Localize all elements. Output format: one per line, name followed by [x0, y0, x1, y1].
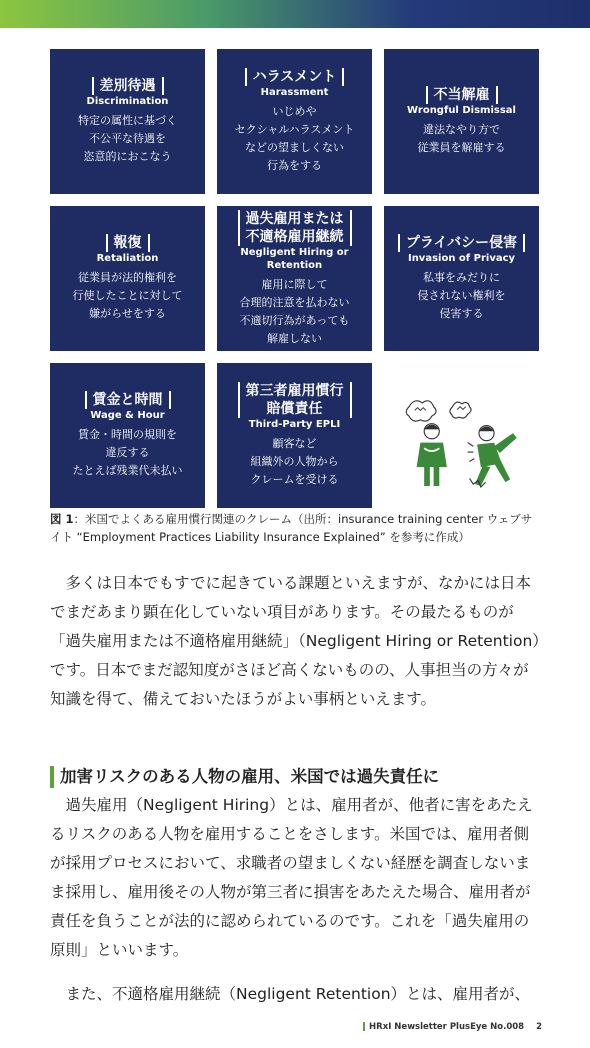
caption-text: ：米国でよくある雇用慣行関連のクレーム（出所：insurance training center ウェブサイト “Employment Practices Liability Insurance Explained” を参考に作成）	[50, 512, 533, 544]
card-subtitle: Retaliation	[96, 253, 159, 264]
desc-line: セクシャルハラスメント	[234, 123, 355, 136]
desc-line: 合理的注意を払わない	[239, 295, 350, 309]
desc-line: 私事をみだりに	[423, 271, 500, 284]
card-subtitle: Negligent Hiring or Retention	[240, 246, 349, 271]
card-desc	[78, 112, 177, 166]
desc-line: 従業員を解雇する	[417, 141, 506, 154]
card-desc	[240, 276, 350, 348]
card-title: 差別待遇	[92, 77, 164, 95]
top-gradient-bar	[0, 0, 590, 28]
card-wrongful-dismissal	[384, 49, 539, 194]
body-paragraph-1: 多くは日本でもすでに起きている課題といえますが、なかには日本でまだあまり顕在化していない項目があります。その最たるものが「過失雇用または不適格雇用継続」（Negligent Hiring or Retention）です。日本でまだ認知度がさほど高くないものの、人事担当の方々が知識を得て、備えておいたほうがよい事柄といえます。	[50, 574, 541, 708]
card-subtitle: Wage & Hour	[90, 410, 165, 421]
desc-line: 行使したことに対して	[72, 289, 183, 302]
desc-line: 従業員が法的権利を	[78, 271, 177, 284]
card-title: 第三者雇用慣行 賠償責任	[238, 382, 352, 418]
caption-label: 図 1	[50, 512, 74, 526]
desc-line: 賃金・時間の規則を	[78, 428, 177, 441]
desc-line: 雇用に際して	[261, 277, 328, 291]
card-subtitle: Invasion of Privacy	[407, 253, 516, 264]
desc-line: 特定の属性に基づく	[78, 114, 177, 127]
card-subtitle: Discrimination	[86, 96, 169, 107]
card-harassment	[217, 49, 372, 194]
desc-line: いじめや	[272, 105, 317, 118]
body-paragraph-3: また、不適格雇用継続（Negligent Retention）とは、雇用者が、	[50, 985, 531, 1003]
desc-line: たとえば残業代未払い	[72, 464, 183, 477]
desc-line: 顧客など	[272, 437, 317, 450]
card-title: 過失雇用または 不適格雇用継続	[238, 210, 352, 246]
card-desc	[251, 435, 339, 489]
footer-publication: HRxI Newsletter PlusEye No.008	[369, 1022, 525, 1032]
section-heading: 加害リスクのある人物の雇用、米国では過失責任に	[50, 766, 542, 788]
page-footer	[363, 1022, 542, 1032]
desc-line: 不公平な待遇を	[89, 132, 166, 145]
card-discrimination	[50, 49, 205, 194]
card-desc	[235, 103, 355, 175]
desc-line: 不適切行為があっても	[239, 313, 350, 327]
conflict-illustration-icon	[384, 367, 539, 504]
desc-line: 違反する	[105, 446, 150, 459]
footer-accent-bar	[363, 1022, 365, 1031]
desc-line: クレームを受ける	[250, 473, 339, 486]
desc-line: 組織外の人物から	[250, 455, 339, 468]
card-desc	[418, 121, 506, 157]
card-title: ハラスメント	[245, 68, 345, 86]
card-desc	[418, 269, 506, 323]
desc-line: 恣意的におこなう	[83, 150, 172, 163]
desc-line: 行為をする	[267, 159, 322, 172]
body-paragraph-2: 過失雇用（Negligent Hiring）とは、雇用者が、他者に害をあたえるリスクのある人物を雇用することをさします。米国では、雇用者側が採用プロセスにおいて、求職者の望ましくない経歴を調査しないまま採用し、雇用後その人物が第三者に損害をあたえた場合、雇用者が責任を負うことが法的に認められているのです。これを「過失雇用の原則」といいます。	[50, 796, 533, 959]
card-desc	[73, 269, 183, 323]
card-subtitle: Harassment	[260, 87, 329, 98]
card-subtitle: Wrongful Dismissal	[407, 105, 516, 116]
card-title: プライバシー侵害	[398, 234, 525, 252]
card-desc	[73, 426, 183, 480]
desc-line: 解雇しない	[267, 331, 322, 345]
card-invasion-of-privacy	[384, 206, 539, 351]
desc-line: などの望ましくない	[245, 141, 344, 154]
card-third-party-epli	[217, 363, 372, 508]
card-title: 不当解雇	[426, 86, 498, 104]
card-wage-hour	[50, 363, 205, 508]
claims-grid	[50, 49, 540, 508]
desc-line: 侵害する	[439, 307, 484, 320]
desc-line: 違法なやり方で	[423, 123, 500, 136]
card-subtitle: Third-Party EPLI	[248, 419, 341, 430]
page-number: 2	[536, 1022, 542, 1032]
card-title: 賃金と時間	[85, 391, 171, 409]
figure-caption	[50, 510, 542, 546]
card-negligent-hiring	[217, 206, 372, 351]
desc-line: 侵されない権利を	[417, 289, 506, 302]
people-illustration	[384, 363, 539, 508]
card-retaliation	[50, 206, 205, 351]
desc-line: 嫌がらせをする	[89, 307, 166, 320]
card-title: 報復	[106, 234, 150, 252]
